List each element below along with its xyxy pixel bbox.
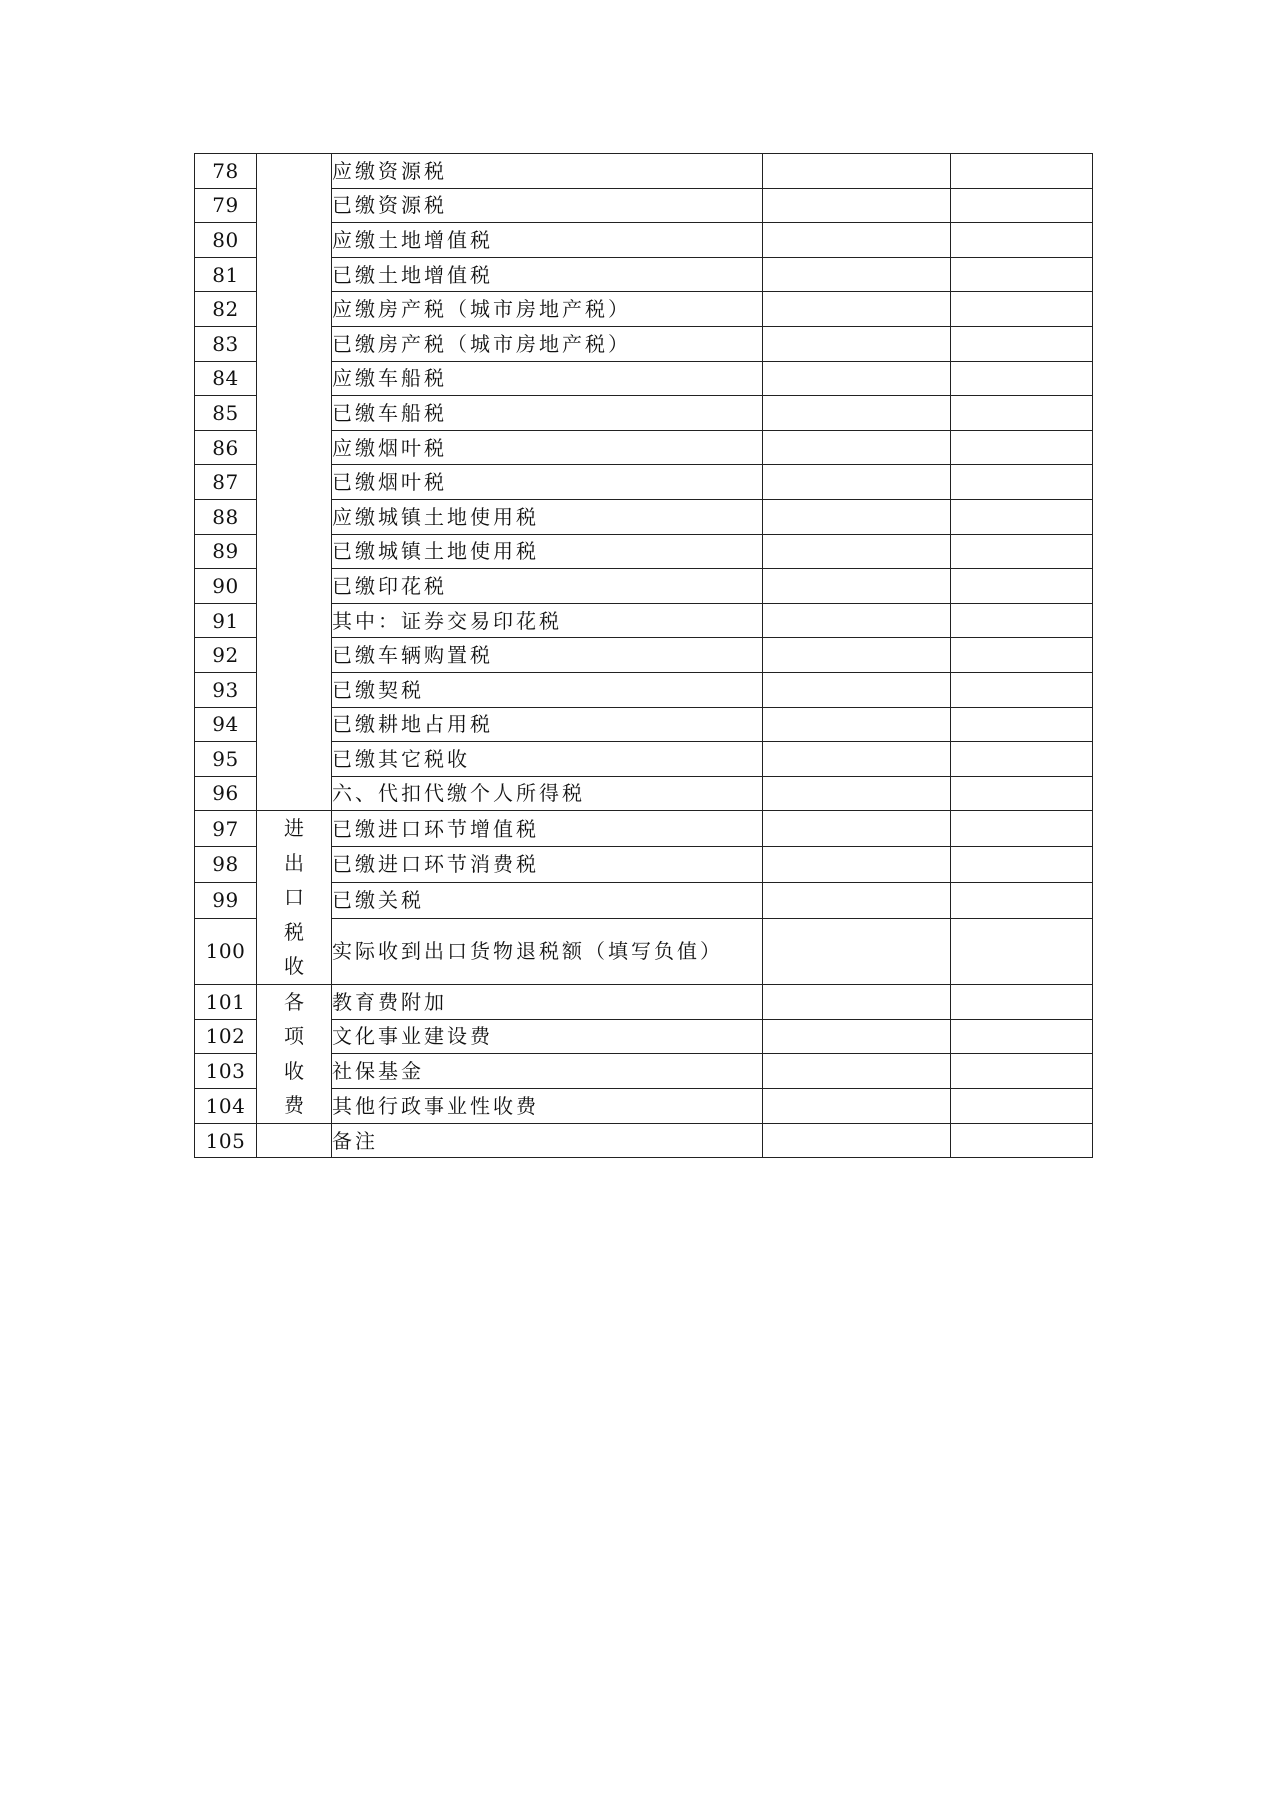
item-name: 六、代扣代缴个人所得税 bbox=[332, 776, 763, 811]
value-cell[interactable] bbox=[763, 154, 951, 189]
value-cell[interactable] bbox=[951, 1123, 1093, 1158]
value-cell[interactable] bbox=[951, 603, 1093, 638]
row-number: 85 bbox=[195, 396, 257, 431]
remarks-label: 备注 bbox=[332, 1123, 763, 1158]
value-cell[interactable] bbox=[763, 811, 951, 847]
value-cell[interactable] bbox=[951, 292, 1093, 327]
value-cell[interactable] bbox=[763, 1089, 951, 1124]
row-number: 83 bbox=[195, 326, 257, 361]
value-cell[interactable] bbox=[763, 984, 951, 1019]
table-row bbox=[195, 1123, 1093, 1158]
value-cell[interactable] bbox=[763, 776, 951, 811]
value-cell[interactable] bbox=[951, 811, 1093, 847]
value-cell[interactable] bbox=[763, 603, 951, 638]
row-number: 80 bbox=[195, 223, 257, 258]
item-name: 已缴资源税 bbox=[332, 188, 763, 223]
table-row bbox=[195, 984, 1093, 1019]
row-number: 99 bbox=[195, 882, 257, 918]
category-cell-empty bbox=[257, 154, 332, 811]
value-cell[interactable] bbox=[951, 707, 1093, 742]
item-name: 已缴关税 bbox=[332, 882, 763, 918]
row-number: 79 bbox=[195, 188, 257, 223]
row-number: 88 bbox=[195, 499, 257, 534]
item-name: 文化事业建设费 bbox=[332, 1019, 763, 1054]
value-cell[interactable] bbox=[951, 154, 1093, 189]
item-name: 已缴土地增值税 bbox=[332, 257, 763, 292]
category-char: 口 bbox=[284, 885, 304, 910]
value-cell[interactable] bbox=[763, 326, 951, 361]
row-number: 96 bbox=[195, 776, 257, 811]
value-cell[interactable] bbox=[763, 638, 951, 673]
value-cell[interactable] bbox=[951, 396, 1093, 431]
row-number: 84 bbox=[195, 361, 257, 396]
value-cell[interactable] bbox=[951, 534, 1093, 569]
row-number: 82 bbox=[195, 292, 257, 327]
item-name: 已缴房产税（城市房地产税） bbox=[332, 326, 763, 361]
row-number: 95 bbox=[195, 742, 257, 777]
row-number: 87 bbox=[195, 465, 257, 500]
item-name: 应缴房产税（城市房地产税） bbox=[332, 292, 763, 327]
value-cell[interactable] bbox=[951, 918, 1093, 984]
value-cell[interactable] bbox=[951, 672, 1093, 707]
value-cell[interactable] bbox=[951, 499, 1093, 534]
value-cell[interactable] bbox=[763, 257, 951, 292]
item-name: 其他行政事业性收费 bbox=[332, 1089, 763, 1124]
row-number: 89 bbox=[195, 534, 257, 569]
item-name: 教育费附加 bbox=[332, 984, 763, 1019]
value-cell[interactable] bbox=[951, 361, 1093, 396]
value-cell[interactable] bbox=[951, 1054, 1093, 1089]
item-name: 已缴车辆购置税 bbox=[332, 638, 763, 673]
value-cell[interactable] bbox=[763, 672, 951, 707]
value-cell[interactable] bbox=[763, 882, 951, 918]
value-cell[interactable] bbox=[763, 430, 951, 465]
category-cell-empty bbox=[257, 1123, 332, 1158]
row-number: 91 bbox=[195, 603, 257, 638]
row-number: 92 bbox=[195, 638, 257, 673]
value-cell[interactable] bbox=[951, 223, 1093, 258]
item-name: 社保基金 bbox=[332, 1054, 763, 1089]
row-number: 104 bbox=[195, 1089, 257, 1124]
row-number: 100 bbox=[195, 918, 257, 984]
value-cell[interactable] bbox=[763, 918, 951, 984]
value-cell[interactable] bbox=[951, 465, 1093, 500]
category-char: 费 bbox=[284, 1093, 304, 1118]
tax-report-table bbox=[194, 153, 1093, 1158]
row-number: 103 bbox=[195, 1054, 257, 1089]
value-cell[interactable] bbox=[763, 1123, 951, 1158]
row-number: 93 bbox=[195, 672, 257, 707]
category-char: 收 bbox=[284, 1058, 304, 1083]
value-cell[interactable] bbox=[951, 882, 1093, 918]
value-cell[interactable] bbox=[763, 396, 951, 431]
row-number: 78 bbox=[195, 154, 257, 189]
category-char: 各 bbox=[284, 989, 304, 1014]
category-char: 收 bbox=[284, 954, 304, 979]
category-char: 项 bbox=[284, 1024, 304, 1049]
value-cell[interactable] bbox=[951, 776, 1093, 811]
item-name: 应缴车船税 bbox=[332, 361, 763, 396]
row-number: 90 bbox=[195, 569, 257, 604]
value-cell[interactable] bbox=[763, 1019, 951, 1054]
item-name: 已缴契税 bbox=[332, 672, 763, 707]
item-name: 应缴土地增值税 bbox=[332, 223, 763, 258]
item-name: 应缴资源税 bbox=[332, 154, 763, 189]
value-cell[interactable] bbox=[763, 534, 951, 569]
value-cell[interactable] bbox=[951, 984, 1093, 1019]
row-number: 101 bbox=[195, 984, 257, 1019]
item-name: 已缴进口环节消费税 bbox=[332, 847, 763, 883]
value-cell[interactable] bbox=[951, 326, 1093, 361]
value-cell[interactable] bbox=[763, 569, 951, 604]
category-char: 税 bbox=[284, 919, 304, 944]
value-cell[interactable] bbox=[763, 707, 951, 742]
item-name: 已缴车船税 bbox=[332, 396, 763, 431]
value-cell[interactable] bbox=[951, 1089, 1093, 1124]
item-name: 已缴进口环节增值税 bbox=[332, 811, 763, 847]
value-cell[interactable] bbox=[763, 1054, 951, 1089]
value-cell[interactable] bbox=[951, 569, 1093, 604]
value-cell[interactable] bbox=[763, 292, 951, 327]
value-cell[interactable] bbox=[951, 847, 1093, 883]
table-row bbox=[195, 811, 1093, 847]
value-cell[interactable] bbox=[951, 188, 1093, 223]
item-name: 已缴耕地占用税 bbox=[332, 707, 763, 742]
item-name: 已缴印花税 bbox=[332, 569, 763, 604]
row-number: 102 bbox=[195, 1019, 257, 1054]
value-cell[interactable] bbox=[951, 742, 1093, 777]
category-char: 进 bbox=[284, 816, 304, 841]
row-number: 97 bbox=[195, 811, 257, 847]
value-cell[interactable] bbox=[951, 430, 1093, 465]
value-cell[interactable] bbox=[763, 847, 951, 883]
value-cell[interactable] bbox=[763, 361, 951, 396]
category-char: 出 bbox=[284, 850, 304, 875]
item-name: 应缴烟叶税 bbox=[332, 430, 763, 465]
item-name: 实际收到出口货物退税额（填写负值） bbox=[332, 918, 763, 984]
category-import-export-tax bbox=[257, 811, 332, 985]
item-name: 已缴烟叶税 bbox=[332, 465, 763, 500]
item-name: 已缴城镇土地使用税 bbox=[332, 534, 763, 569]
row-number: 86 bbox=[195, 430, 257, 465]
row-number: 94 bbox=[195, 707, 257, 742]
value-cell[interactable] bbox=[763, 465, 951, 500]
value-cell[interactable] bbox=[763, 223, 951, 258]
row-number: 98 bbox=[195, 847, 257, 883]
value-cell[interactable] bbox=[951, 638, 1093, 673]
category-fees bbox=[257, 984, 332, 1123]
item-name: 其中：证券交易印花税 bbox=[332, 603, 763, 638]
value-cell[interactable] bbox=[951, 257, 1093, 292]
value-cell[interactable] bbox=[763, 742, 951, 777]
value-cell[interactable] bbox=[763, 188, 951, 223]
item-name: 已缴其它税收 bbox=[332, 742, 763, 777]
value-cell[interactable] bbox=[763, 499, 951, 534]
value-cell[interactable] bbox=[951, 1019, 1093, 1054]
row-number: 81 bbox=[195, 257, 257, 292]
row-number: 105 bbox=[195, 1123, 257, 1158]
table-row bbox=[195, 154, 1093, 189]
item-name: 应缴城镇土地使用税 bbox=[332, 499, 763, 534]
